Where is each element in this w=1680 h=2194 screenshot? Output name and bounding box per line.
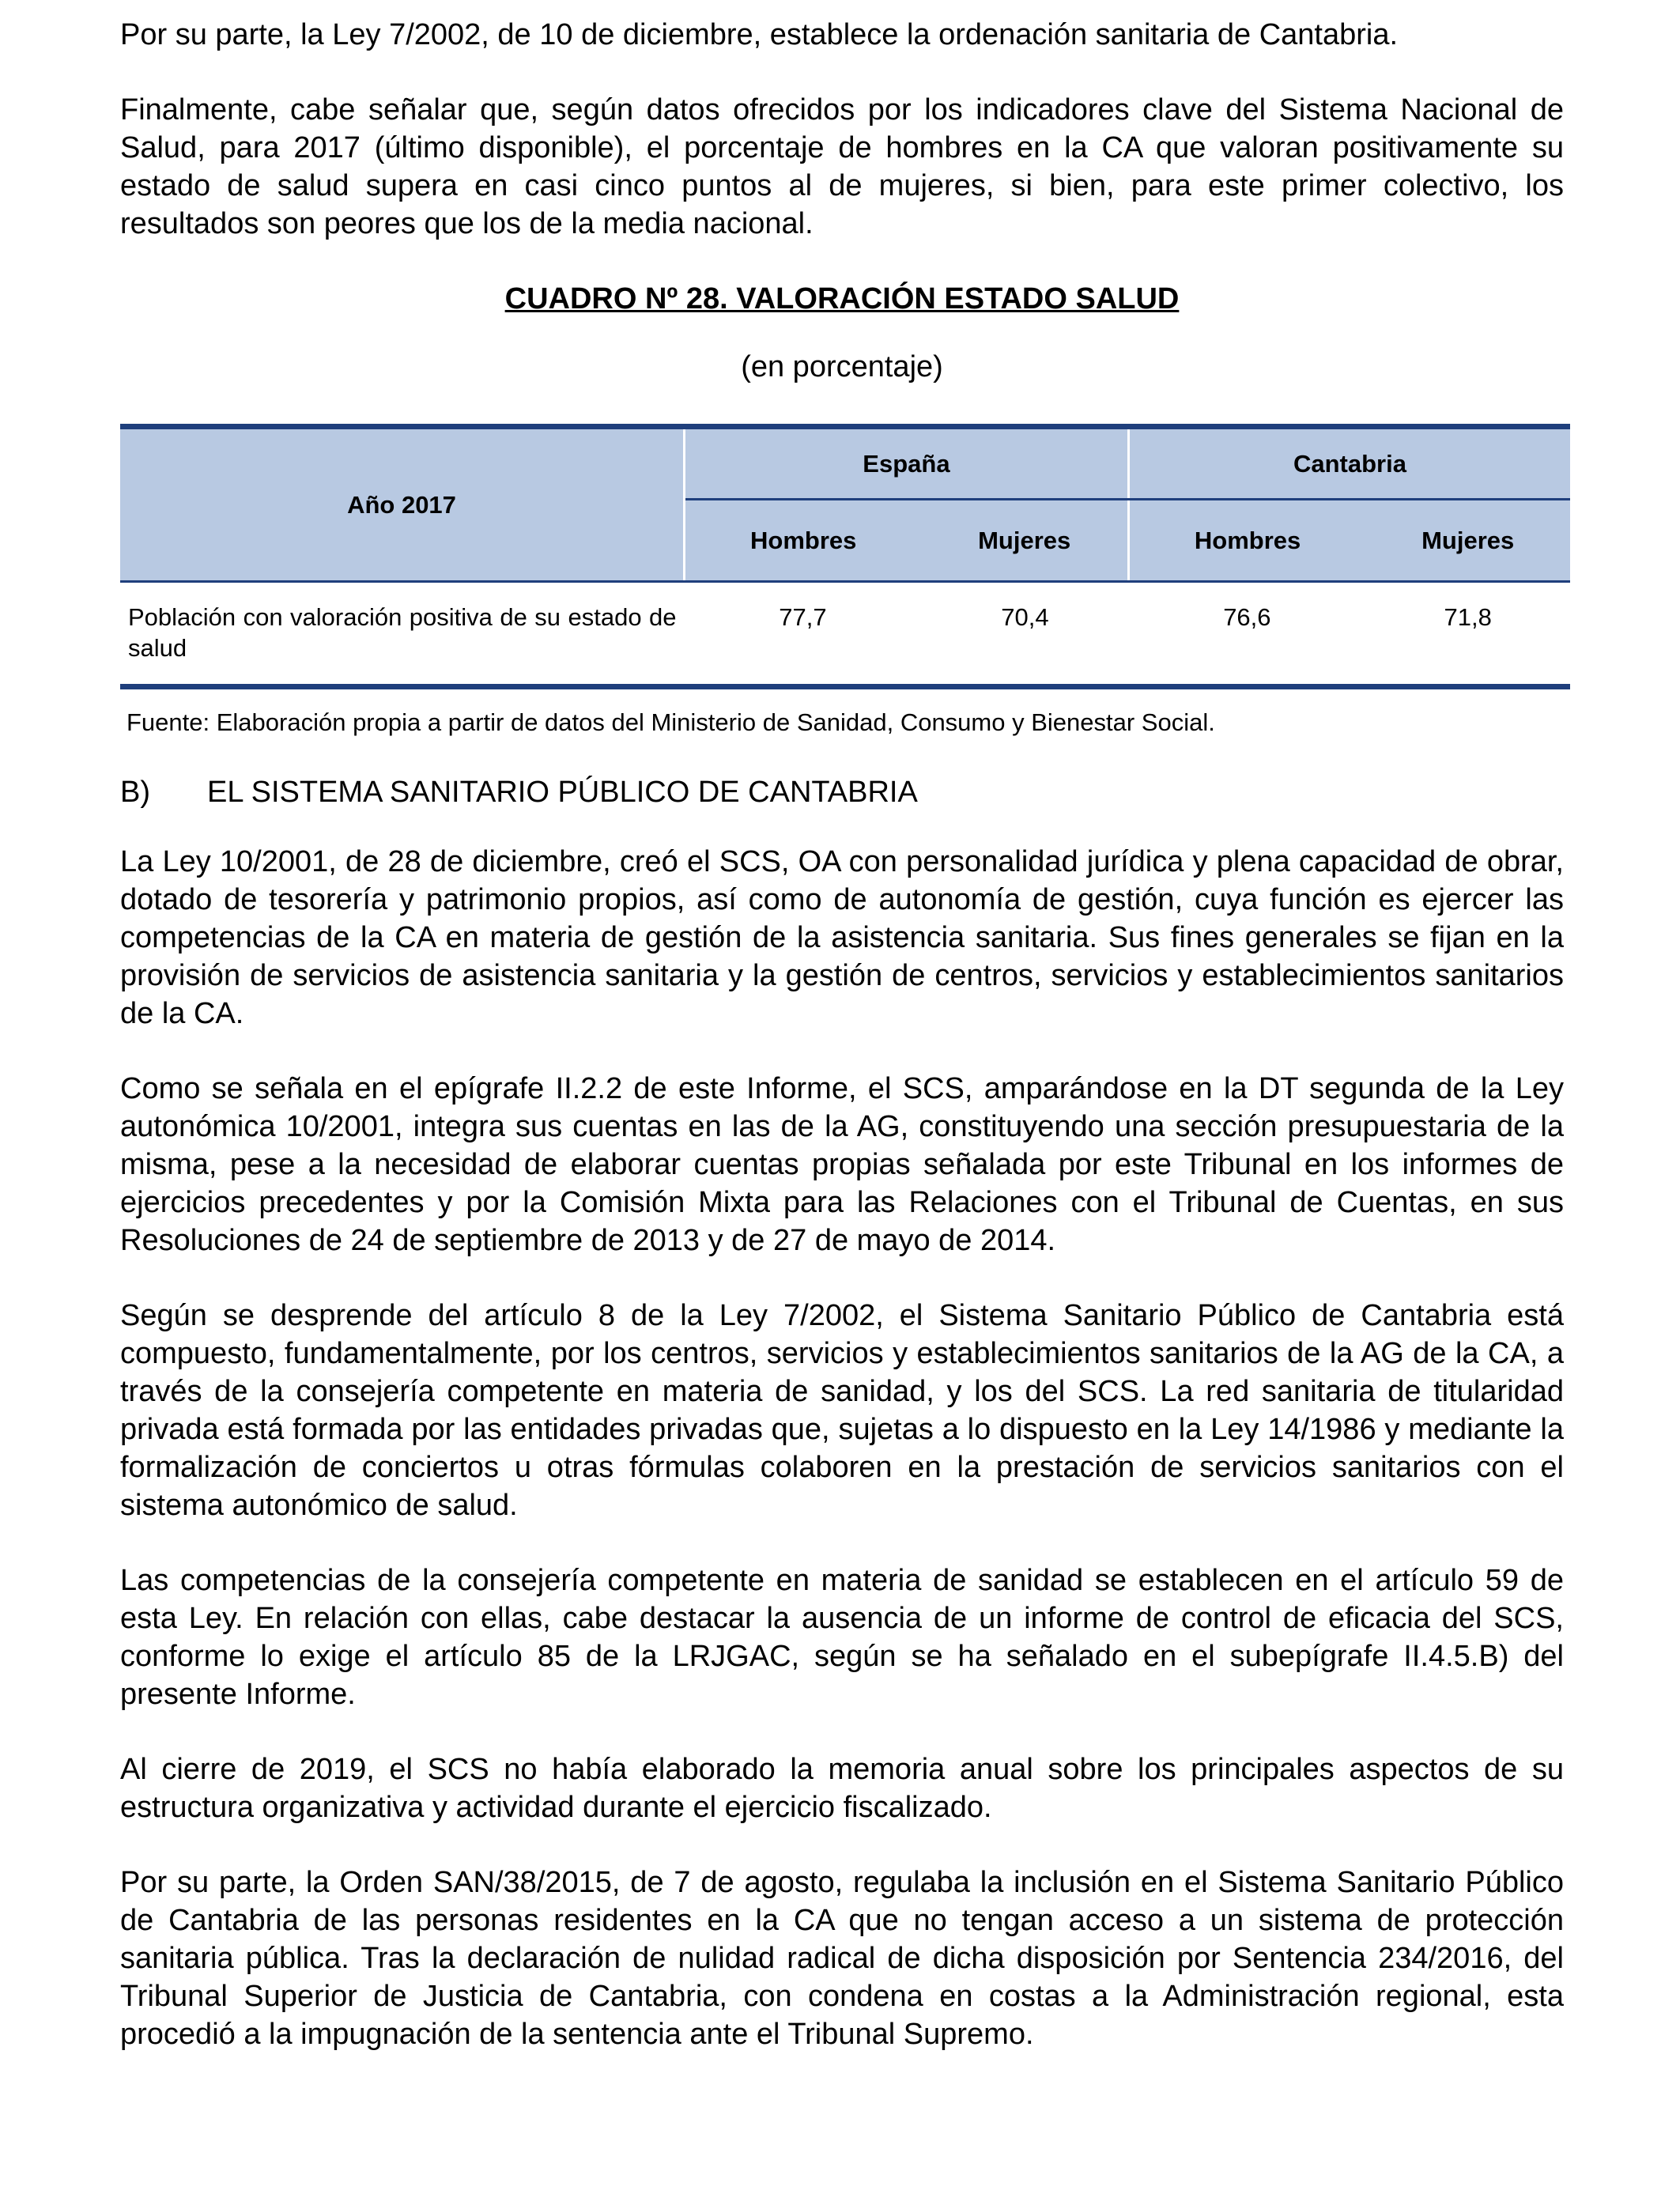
paragraph-ley-10-2001: La Ley 10/2001, de 28 de diciembre, creó el SCS, OA con personalidad jurídica y plena capacidad de obrar, dotado de tesorería y patrimonio propios, así como de autonomía de gestión, cuya función es ejercer las competencias de la CA en materia de gestión de la asistencia sanitaria. Sus fines generales se fijan en la provisión de servicios de asistencia sanitaria y la gestión de centros, servicios y establecimientos sanitarios de la CA. [120,845,1564,1030]
paragraph-articulo-8: Según se desprende del artículo 8 de la Ley 7/2002, el Sistema Sanitario Público de Cantabria está compuesto, fundamentalmente, por los centros, servicios y establecimientos sanitarios de la AG de la CA, a través de la consejería competente en materia de sanidad, y los del SCS. La red sanitaria de titularidad privada está formada por las entidades privadas que, sujetas a lo dispuesto en la Ley 14/1986 y mediante la formalización de conciertos u otras fórmulas colaboren en la prestación de servicios sanitarios con el sistema autonómico de salud. [120,1299,1564,1522]
section-title: EL SISTEMA SANITARIO PÚBLICO DE CANTABRIA [207,776,918,809]
subheader-espana-mujeres: Mujeres [921,500,1128,582]
table-caption: CUADRO Nº 28. VALORACIÓN ESTADO SALUD [504,282,1180,315]
value-cantabria-hombres: 76,6 [1223,603,1271,631]
valoracion-estado-salud-table [120,424,1570,689]
value-espana-hombres: 77,7 [779,603,827,631]
section-heading [120,773,1564,811]
paragraph-memoria-anual: Al cierre de 2019, el SCS no había elaborado la memoria anual sobre los principales aspectos de su estructura organizativa y actividad durante el ejercicio fiscalizado. [120,1753,1564,1824]
subheader-espana-hombres: Hombres [685,500,922,582]
document-page [120,16,1564,2053]
value-cantabria-mujeres: 71,8 [1444,603,1492,631]
table-corner-header: Año 2017 [120,427,685,582]
paragraph-epigrafe: Como se señala en el epígrafe II.2.2 de este Informe, el SCS, amparándose en la DT segunda de la Ley autonómica 10/2001, integra sus cuentas en las de la AG, constituyendo una sección presupuestaria de la misma, pese a la necesidad de elaborar cuentas propias señalada por este Tribunal en los informes de ejercicios precedentes y por la Comisión Mixta para las Relaciones con el Tribunal de Cuentas, en sus Resoluciones de 24 de septiembre de 2013 y de 27 de mayo de 2014. [120,1072,1564,1257]
subheader-cantabria-mujeres: Mujeres [1365,500,1570,582]
table-source: Fuente: Elaboración propia a partir de datos del Ministerio de Sanidad, Consumo y Bienestar Social. [126,708,1215,736]
table-row [120,582,1570,687]
row-label: Población con valoración positiva de su estado de salud [128,603,677,662]
paragraph-orden-san: Por su parte, la Orden SAN/38/2015, de 7 de agosto, regulaba la inclusión en el Sistema Sanitario Público de Cantabria de las personas residentes en la CA que no tengan acceso a un sistema de protección sanitaria pública. Tras la declaración de nulidad radical de dicha disposición por Sentencia 234/2016, del Tribunal Superior de Justicia de Cantabria, con condena en costas a la Administración regional, esta procedió a la impugnación de la sentencia ante el Tribunal Supremo. [120,1866,1564,2051]
section-letter: B) [120,776,150,809]
subheader-cantabria-hombres: Hombres [1128,500,1365,582]
value-espana-mujeres: 70,4 [1001,603,1049,631]
paragraph-indicadores-clave: Finalmente, cabe señalar que, según datos ofrecidos por los indicadores clave del Sistema Nacional de Salud, para 2017 (último disponible), el porcentaje de hombres en la CA que valoran positivamente su estado de salud supera en casi cinco puntos al de mujeres, si bien, para este primer colectivo, los resultados son peores que los de la media nacional. [120,93,1564,240]
paragraph-ley-7-2002: Por su parte, la Ley 7/2002, de 10 de diciembre, establece la ordenación sanitaria de Cantabria. [120,18,1399,51]
group-header-cantabria: Cantabria [1128,427,1570,500]
table-subcaption: (en porcentaje) [741,350,943,383]
group-header-espana: España [685,427,1129,500]
paragraph-competencias: Las competencias de la consejería competente en materia de sanidad se establecen en el artículo 59 de esta Ley. En relación con ellas, cabe destacar la ausencia de un informe de control de eficacia del SCS, conforme lo exige el artículo 85 de la LRJGAC, según se ha señalado en el subepígrafe II.4.5.B) del presente Informe. [120,1564,1564,1711]
